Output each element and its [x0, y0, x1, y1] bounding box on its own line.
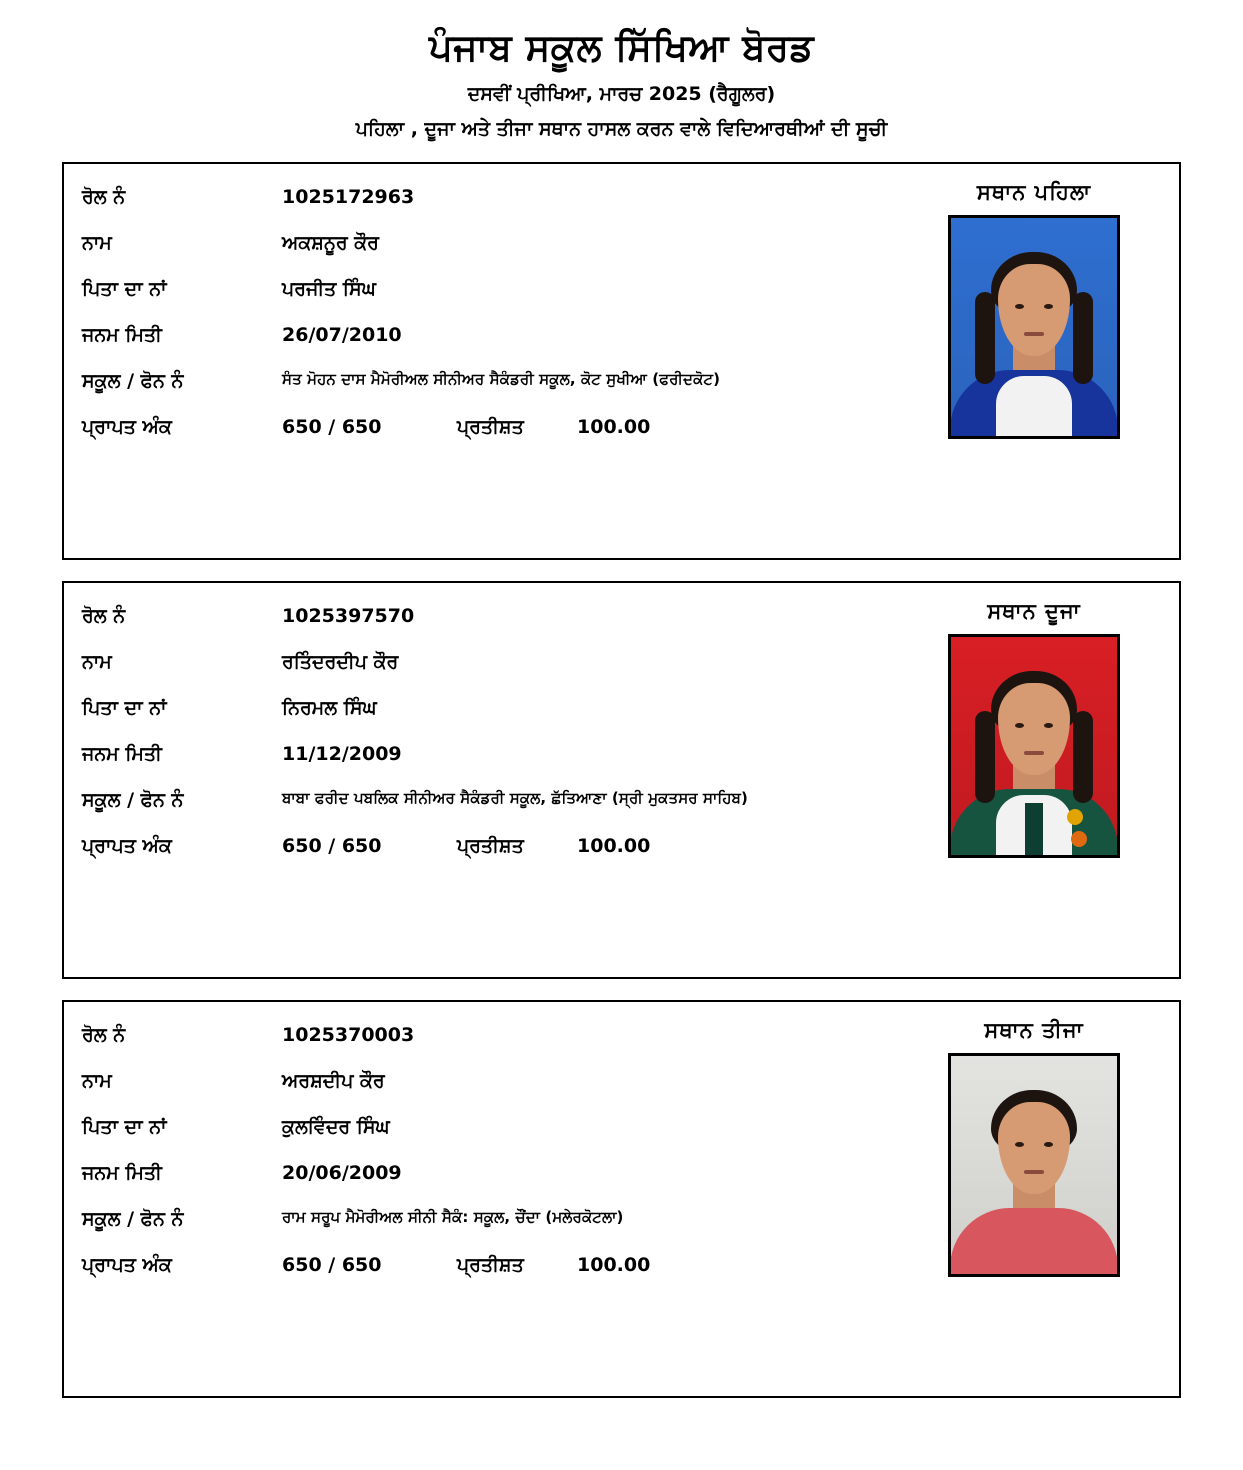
field-father	[82, 278, 889, 302]
label-roll: ਰੋਲ ਨੰ	[82, 185, 126, 208]
field-school	[82, 370, 889, 394]
field-marks	[82, 416, 889, 440]
student-fields	[64, 1002, 889, 1396]
rank-label: ਸਥਾਨ ਤੀਜਾ	[984, 1017, 1084, 1042]
value-percent: 100.00	[577, 415, 651, 438]
student-photo	[948, 1053, 1120, 1277]
label-marks: ਪ੍ਰਾਪਤ ਅੰਕ	[82, 834, 172, 857]
value-father: ਨਿਰਮਲ ਸਿੰਘ	[282, 696, 377, 719]
label-father: ਪਿਤਾ ਦਾ ਨਾਂ	[82, 696, 167, 719]
value-roll: 1025172963	[282, 185, 415, 208]
label-dob: ਜਨਮ ਮਿਤੀ	[82, 323, 162, 346]
field-name	[82, 232, 889, 256]
value-name: ਅਕਸ਼ਨੂਰ ਕੌਰ	[282, 231, 379, 254]
field-father	[82, 697, 889, 721]
label-marks: ਪ੍ਰਾਪਤ ਅੰਕ	[82, 415, 172, 438]
label-marks: ਪ੍ਰਾਪਤ ਅੰਕ	[82, 1253, 172, 1276]
label-name: ਨਾਮ	[82, 1069, 112, 1092]
label-roll: ਰੋਲ ਨੰ	[82, 1023, 126, 1046]
field-marks	[82, 1254, 889, 1278]
value-dob: 20/06/2009	[282, 1161, 402, 1184]
value-marks: 650 / 650	[282, 1253, 382, 1276]
student-photo	[948, 634, 1120, 858]
value-roll: 1025397570	[282, 604, 415, 627]
photo-column	[889, 583, 1179, 977]
value-marks: 650 / 650	[282, 834, 382, 857]
exam-subtitle: ਦਸਵੀਂ ਪ੍ਰੀਖਿਆ, ਮਾਰਚ 2025 (ਰੈਗੂਲਰ)	[467, 83, 776, 106]
value-percent: 100.00	[577, 834, 651, 857]
student-card-list	[62, 162, 1181, 1398]
student-card	[62, 162, 1181, 560]
value-percent: 100.00	[577, 1253, 651, 1276]
field-father	[82, 1116, 889, 1140]
label-dob: ਜਨਮ ਮਿਤੀ	[82, 742, 162, 765]
value-father: ਪਰਜੀਤ ਸਿੰਘ	[282, 277, 376, 300]
field-roll	[82, 605, 889, 629]
portrait-illustration	[951, 1056, 1117, 1274]
rank-label: ਸਥਾਨ ਪਹਿਲਾ	[976, 179, 1092, 204]
label-roll: ਰੋਲ ਨੰ	[82, 604, 126, 627]
value-father: ਕੁਲਵਿੰਦਰ ਸਿੰਘ	[282, 1115, 390, 1138]
field-school	[82, 1208, 889, 1232]
portrait-illustration	[951, 637, 1117, 855]
field-name	[82, 651, 889, 675]
label-percent: ਪ੍ਰਤੀਸ਼ਤ	[457, 834, 524, 857]
portrait-illustration	[951, 218, 1117, 436]
label-name: ਨਾਮ	[82, 231, 112, 254]
label-name: ਨਾਮ	[82, 650, 112, 673]
field-name	[82, 1070, 889, 1094]
label-percent: ਪ੍ਰਤੀਸ਼ਤ	[457, 1253, 524, 1276]
student-card	[62, 1000, 1181, 1398]
student-photo	[948, 215, 1120, 439]
board-title: ਪੰਜਾਬ ਸਕੂਲ ਸਿੱਖਿਆ ਬੋਰਡ	[429, 26, 814, 69]
value-marks: 650 / 650	[282, 415, 382, 438]
field-dob	[82, 324, 889, 348]
field-dob	[82, 743, 889, 767]
label-dob: ਜਨਮ ਮਿਤੀ	[82, 1161, 162, 1184]
student-fields	[64, 583, 889, 977]
value-dob: 26/07/2010	[282, 323, 402, 346]
student-fields	[64, 164, 889, 558]
value-dob: 11/12/2009	[282, 742, 402, 765]
value-school: ਬਾਬਾ ਫਰੀਦ ਪਬਲਿਕ ਸੀਨੀਅਰ ਸੈਕੰਡਰੀ ਸਕੂਲ, ਛੱਤਿਆਣਾ (ਸ੍ਰੀ ਮੁਕਤਸਰ ਸਾਹਿਬ)	[282, 788, 748, 807]
student-card	[62, 581, 1181, 979]
label-father: ਪਿਤਾ ਦਾ ਨਾਂ	[82, 277, 167, 300]
field-school	[82, 789, 889, 813]
photo-column	[889, 1002, 1179, 1396]
field-marks	[82, 835, 889, 859]
field-dob	[82, 1162, 889, 1186]
label-percent: ਪ੍ਰਤੀਸ਼ਤ	[457, 415, 524, 438]
label-school: ਸਕੂਲ / ਫੋਨ ਨੰ	[82, 788, 184, 811]
field-roll	[82, 1024, 889, 1048]
label-school: ਸਕੂਲ / ਫੋਨ ਨੰ	[82, 369, 184, 392]
label-father: ਪਿਤਾ ਦਾ ਨਾਂ	[82, 1115, 167, 1138]
document-header	[0, 0, 1243, 142]
rank-label: ਸਥਾਨ ਦੂਜਾ	[987, 598, 1081, 623]
label-school: ਸਕੂਲ / ਫੋਨ ਨੰ	[82, 1207, 184, 1230]
value-school: ਸੰਤ ਮੋਹਨ ਦਾਸ ਮੈਮੋਰੀਅਲ ਸੀਨੀਅਰ ਸੈਕੰਡਰੀ ਸਕੂਲ, ਕੋਟ ਸੁਖੀਆ (ਫਰੀਦਕੋਟ)	[282, 369, 721, 388]
value-name: ਰਤਿੰਦਰਦੀਪ ਕੌਰ	[282, 650, 399, 673]
field-roll	[82, 186, 889, 210]
list-description: ਪਹਿਲਾ , ਦੂਜਾ ਅਤੇ ਤੀਜਾ ਸਥਾਨ ਹਾਸਲ ਕਰਨ ਵਾਲੇ ਵਿਦਿਆਰਥੀਆਂ ਦੀ ਸੂਚੀ	[355, 118, 888, 141]
value-school: ਰਾਮ ਸਰੂਪ ਮੈਮੋਰੀਅਲ ਸੀਨੀ ਸੈਕੰ: ਸਕੂਲ, ਚੌਂਦਾ (ਮਲੇਰਕੋਟਲਾ)	[282, 1207, 624, 1226]
value-roll: 1025370003	[282, 1023, 415, 1046]
value-name: ਅਰਸ਼ਦੀਪ ਕੌਰ	[282, 1069, 385, 1092]
photo-column	[889, 164, 1179, 558]
